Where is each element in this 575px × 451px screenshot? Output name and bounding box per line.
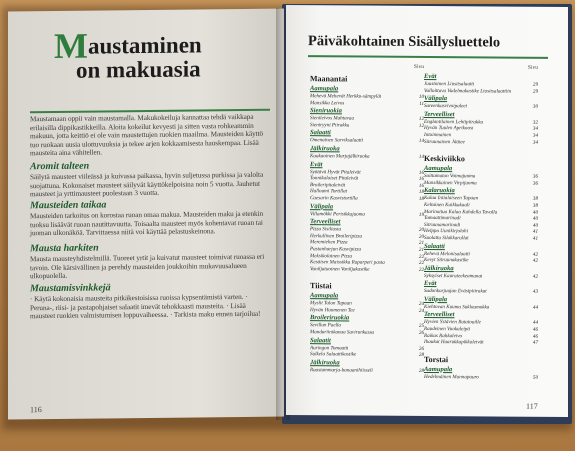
entry-name: Hedelmäinen Mannapuuro	[424, 373, 479, 381]
entry-name: Juustoinen Liusitsalaatti	[424, 80, 475, 88]
entry-name: Kaakaoinen Marjajälkiruoka	[310, 153, 370, 160]
category-heading: Terveelliset	[424, 110, 455, 118]
category-heading: Evät	[424, 72, 437, 81]
toc-entry	[310, 195, 426, 202]
page-number: 116	[30, 405, 42, 415]
entry-page: 50	[532, 374, 538, 381]
entry-page: 36	[532, 173, 538, 180]
entry-name: Hyvien Ystävien Ratatouille	[424, 319, 481, 326]
entry-page: 44	[532, 304, 538, 311]
entry-name: Mandariinikanaa Savirunkassa	[310, 329, 375, 336]
category-heading: Aamupala	[424, 165, 453, 173]
entry-page: 38	[532, 202, 538, 209]
toc-entry	[424, 374, 540, 381]
entry-page: 11	[419, 100, 424, 107]
day-heading: Tiistai	[310, 281, 332, 291]
entry-page: 22	[418, 260, 424, 267]
toc-entry	[310, 211, 426, 218]
entry-name: Raikas Rahkaleivo	[424, 332, 463, 339]
entry-page: 40	[532, 222, 538, 229]
title-line2: on makuasia	[76, 56, 201, 83]
entry-page: 22	[418, 253, 424, 260]
entry-name: Pastanharjun Kasvipizza	[310, 246, 362, 253]
entry-page: 47	[532, 339, 538, 347]
entry-name: Tomaattimarinadi	[424, 215, 461, 222]
entry-name: Sareenkasvivoipaleet	[424, 103, 468, 110]
category-heading: Salaatti	[310, 129, 331, 137]
toc-entry	[310, 307, 426, 314]
sivu-label: Sivu	[527, 64, 538, 71]
entry-page: 28	[418, 352, 424, 359]
toc-entry	[424, 273, 540, 280]
section-text: Säilytä mausteet viileässä ja kuivassa paikassa, hyvin suljetussa purkissa ja valolta suojattuna. Kokonaiset mausteet säilyvät käyttökelpoisina noin 5 vuotta. Jauhetut mausteet ja yrttimausteet puolestaan 3 vuotta.	[30, 170, 264, 199]
entry-page: 40	[532, 215, 538, 222]
entry-name: Marinoitua Kalaa Kahdella Tavalla	[424, 208, 498, 216]
entry-name: Suolattu Silakkarullat	[424, 234, 469, 242]
entry-name: Kevyt Sitruunakastike	[424, 257, 469, 264]
section-text: Mausteiden tarkoitus on korostaa ruoan omaa makua. Mausteiden maku ja etenkin tuoksu lisäävät ruoan nautittavuutta. Toisaalta mausteet myös kohentavat ruoan tai juoman ulkonäköä. Tarvittaessa niitä voi käyttää pelastuskeinona.	[30, 209, 264, 238]
category-heading: Sieniruokia	[310, 107, 342, 115]
entry-page: 38	[532, 196, 538, 203]
entry-page: 21	[418, 246, 424, 253]
left-page	[8, 9, 284, 420]
category-heading: Välipala	[424, 295, 448, 304]
entry-page: 29	[532, 88, 538, 95]
entry-page: 42	[532, 273, 538, 280]
entry-name: Halloumi Tortillat	[310, 188, 348, 195]
entry-page: 10	[418, 93, 424, 100]
entry-page: 24	[418, 301, 424, 308]
category-heading: Salaatti	[424, 242, 445, 250]
toc-entry	[310, 367, 426, 374]
entry-page: 19	[418, 211, 424, 218]
entry-page: 30	[532, 103, 538, 110]
day-spacer	[424, 346, 540, 353]
section-title: Mausta harkiten	[30, 242, 99, 255]
toc-entry	[424, 88, 540, 95]
entry-name: Sadonkorjuujan Evästpiiirakat	[424, 288, 487, 295]
entry-name: Auringon Tomaatit	[310, 344, 349, 352]
page-number: 117	[526, 401, 538, 411]
toc-entry	[310, 138, 426, 145]
entry-page: 41	[532, 235, 538, 242]
toc-entry	[424, 288, 540, 295]
toc-entry	[310, 122, 426, 129]
entry-name: Kalaa Intialaiseen Tapaan	[424, 195, 479, 202]
entry-page: 25	[418, 323, 424, 330]
category-heading: Broileriruokia	[310, 314, 350, 322]
entry-page: 34	[532, 132, 538, 139]
entry-page: 16	[418, 169, 424, 176]
section-title: Aromit talteen	[30, 160, 90, 173]
entry-name: Ihaukat Haarukkapikkuleivät	[424, 339, 484, 346]
entry-page: 14	[418, 138, 424, 145]
day-heading: Maanantai	[310, 74, 348, 84]
sivu-label: Sivu	[413, 63, 424, 70]
entry-name: Sulkela Salaattikastike	[310, 351, 357, 358]
day-spacer	[310, 272, 426, 279]
entry-name: Omenainen Sarviksalaatti	[310, 137, 364, 144]
entry-name: Broileripitaleivät	[310, 181, 346, 189]
entry-name: Hyvän Huomenen Tee	[310, 307, 355, 314]
toc-column-right	[424, 64, 540, 381]
entry-name: Sieniryyni Piirakka	[310, 121, 350, 129]
entry-name: Soittamaton Voimajuoma	[424, 173, 476, 180]
entry-page: 12	[418, 116, 424, 123]
entry-name: Mehevä Mehevät Herkku-sämpylät	[310, 93, 382, 100]
toc-title-rule	[308, 55, 548, 59]
entry-page: 16	[418, 182, 424, 189]
entry-page: 18	[418, 195, 424, 202]
entry-page: 22	[418, 266, 424, 273]
entry-page: 41	[532, 229, 538, 236]
entry-name: Sitruunainen Jäätee	[424, 138, 465, 145]
entry-name: Tonnikalaiset Pitaleivät	[310, 175, 359, 182]
entry-page: 28	[418, 367, 424, 374]
entry-page: 12	[418, 122, 424, 129]
entry-name: Meremiehen Pizza	[310, 239, 348, 246]
category-heading: Jälkiruoka	[310, 145, 340, 153]
entry-name: Herkullinen Broileripizza	[310, 232, 363, 240]
toc-entry	[424, 235, 540, 242]
section-text: Mausta mausteyhdistelmillä. Tuoreet yrtit ja kuivatut mausteet toimivat ruoassa eri tavoin. Ole kärsivällinen ja perehdy mausteiden joukkoihin mukavuusalueen ulkopuolella.	[30, 252, 265, 281]
toc-title: Päiväkohtainen Sisällysluettelo	[308, 33, 501, 51]
entry-name: Raastammarja-banaanihiisseli	[310, 367, 373, 374]
entry-page: 40	[532, 209, 538, 216]
right-page	[286, 5, 568, 417]
entry-name: Keltainen Kaikkakaali	[424, 201, 470, 209]
section-title: Mausteiden taikaa	[30, 199, 107, 212]
entry-name: Villamökki Perisikkajuoma	[310, 210, 365, 218]
category-heading: Jälkiruoka	[310, 359, 340, 367]
entry-name: Kesäisen Maissikka Raparperi pasta	[310, 259, 385, 266]
entry-name: Myslit Talon Tapaan	[310, 300, 352, 307]
section-title: Maustamisvinkkejä	[30, 282, 111, 295]
title-initial: M	[54, 25, 88, 66]
entry-page: 14	[418, 153, 424, 160]
category-heading: Salaatit	[310, 336, 331, 344]
entry-name: Sienileivos Mahtavaa	[310, 115, 354, 122]
toc-entry	[310, 351, 426, 358]
entry-page: 26	[418, 345, 424, 352]
entry-page: 18	[418, 189, 424, 196]
category-heading: Aamupala	[310, 292, 339, 300]
entry-page: 32	[532, 119, 538, 126]
entry-name: Helppo Uunikirjolohi	[424, 228, 469, 235]
toc-entry	[310, 100, 426, 107]
entry-page: 26	[418, 330, 424, 337]
category-heading: Aamupala	[310, 85, 339, 93]
toc-column-left	[310, 63, 426, 374]
day-heading: Keskiviikko	[424, 154, 465, 164]
title-word: austaminen	[87, 32, 202, 59]
entry-page: 20	[418, 227, 424, 234]
entry-name: Englantilainen Lehtipiirakka	[424, 118, 483, 126]
entry-page: 46	[532, 326, 538, 333]
category-heading: Välipala	[424, 95, 448, 103]
entry-name: Kiehtovan Kuuma Suklaamokka	[424, 303, 490, 311]
entry-name: Caesarin Kasvistortilla	[310, 195, 358, 202]
entry-page: 43	[532, 289, 538, 296]
entry-name: Intoinmainen	[424, 131, 452, 139]
category-heading: Evät	[424, 280, 437, 288]
entry-page: 21	[418, 240, 424, 247]
entry-page: 16	[418, 176, 424, 183]
entry-name: Mansikka Leivos	[310, 99, 345, 107]
toc-entry	[424, 180, 540, 187]
category-heading: Terveelliset	[424, 311, 455, 319]
toc-entry	[424, 257, 540, 264]
category-heading: Välipala	[310, 202, 334, 210]
entry-page: 24	[418, 307, 424, 314]
toc-entry	[310, 153, 426, 160]
entry-page: 42	[532, 257, 538, 264]
category-heading: Aamupala	[424, 365, 453, 374]
entry-name: Raudeinen Vuokaleipä	[424, 326, 470, 333]
category-heading: Jälkiruoka	[424, 264, 454, 272]
entry-name: Pizza Sisiliasta	[310, 226, 341, 233]
section-text: · Käytä kokonaisia mausteita pitkäkestoisissa ruoissa kypsentämistä varten. · Peruna-, riisi- ja pastapohjaiset salaatit imevät tehokkaasti mausteita. · Lisää mausteet ruokien valmistumisen loppuvaiheessa. · Tarkista maku ennen tarjoilua!	[30, 292, 261, 321]
entry-page: 46	[532, 333, 538, 340]
day-spacer	[424, 145, 540, 152]
entry-name: Valloittava Vadelmakastike Liusitsalaattiin	[424, 87, 512, 95]
entry-page: 20	[418, 233, 424, 240]
entry-name: Syksyiset Kaurateekeamanat	[424, 272, 483, 280]
entry-page: 44	[532, 320, 538, 327]
day-heading: Torstai	[424, 354, 449, 364]
toc-entry	[424, 103, 540, 110]
entry-page: 34	[532, 139, 538, 146]
entry-page: 42	[532, 251, 538, 258]
entry-name: Hyvän Tuulen Aprikoosi	[424, 125, 474, 132]
category-heading: Terveelliset	[310, 218, 341, 226]
page-title	[54, 25, 274, 83]
intro-paragraph: Maustamaan oppii vain maustamalla. Makukokeiluja kannattaa tehdä vaikkapa erilaisilla dippikastikkeilla. Aloita kokeilut kevyesti ja sitten vasta rohkeammin makuun, jotta keittiö ei ole vain maustettujen ruokien maailma. Mausteiden käyttö tuo ruokaan uusia ulottuvuuksia ja tekee arjen kokkaamisesta hauskempaa. Lisää mausteita aina vähitellen.	[30, 112, 264, 158]
toc-entry	[424, 304, 540, 311]
category-heading: Kalaruokia	[424, 187, 455, 195]
entry-name: Meksikolainen Pizza	[310, 252, 353, 259]
entry-name: Vaniljatuoinen Vaniljakastike	[310, 265, 370, 273]
entry-page: 29	[532, 81, 538, 88]
toc-entry	[310, 329, 426, 336]
entry-page: 34	[532, 126, 538, 133]
entry-name: Syötävä Hyvät Pitaleivät	[310, 168, 361, 176]
entry-name: Rehevä Melonisalaatti	[424, 250, 470, 257]
entry-name: Mansikkainen Virpijuoma	[424, 179, 477, 187]
entry-page: 36	[532, 180, 538, 187]
category-heading: Evät	[310, 160, 323, 168]
entry-name: Sevillan Paella	[310, 322, 341, 329]
entry-name: Sitruunamarinadi	[424, 221, 461, 228]
